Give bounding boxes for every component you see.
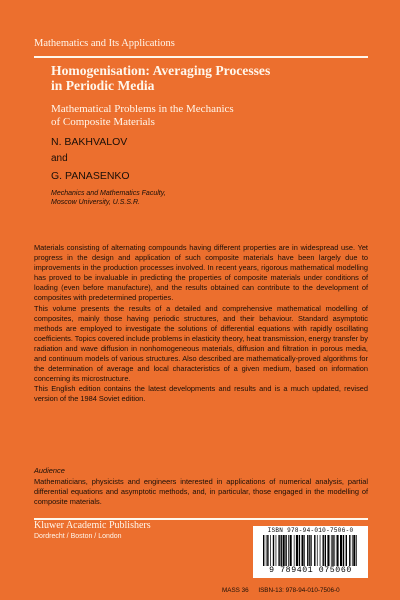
footer-line (222, 587, 340, 594)
audience-text: Mathematicians, physicists and engineers interested in applications of numerical analysis, partial differential equations and asymptotic methods, and, in particular, those engaged in the modelling of composite materials. (34, 477, 368, 507)
barcode-bar (278, 535, 279, 566)
subtitle-line: of Composite Materials (51, 115, 155, 128)
barcode-bar (332, 535, 333, 566)
top-rule (34, 56, 368, 58)
series-volume: MASS 36 (222, 587, 249, 594)
barcode-bar (267, 535, 268, 566)
barcode-bar (302, 535, 304, 566)
series-name: Mathematics and Its Applications (34, 38, 175, 49)
blurb-paragraph: This English edition contains the latest developments and results and is a much updated, revised version of the 1984 Soviet edition. (34, 384, 368, 404)
author-first: N. BAKHVALOV (51, 136, 128, 148)
audience-heading: Audience (34, 466, 65, 475)
barcode-bar (320, 535, 321, 566)
book-subtitle (51, 103, 351, 128)
barcode-bar (323, 535, 324, 566)
barcode-bar (349, 535, 350, 566)
author-conjunction: and (51, 153, 68, 164)
blurb-paragraph: This volume presents the results of a detailed and comprehensive mathematical modelling of composites, mainly those having periodic structures, and their behaviour. Standard asymptotic methods are employed to investigate the solutions of differential equations with rapidly oscillating coefficients. Topics covered include problems in elasticity theory, heat transmission, energy transfer by radiation and wave diffusion in nonhomogeneous materials, diffusion and filtration in porous media, and continuum models of various structures. Also described are mathematically-proved algorithms for the determination of average and local characteristics of a given medium, based on information concerning its microstructure. (34, 303, 368, 384)
barcode-bar (327, 535, 329, 566)
title-line: Homogenisation: Averaging Processes (51, 63, 271, 78)
barcode-bar (314, 535, 315, 566)
barcode-bar (317, 535, 318, 566)
barcode-bar (263, 535, 264, 566)
barcode-bar (281, 535, 282, 566)
barcode-bar (299, 535, 300, 566)
barcode-bar (283, 535, 285, 566)
barcode-bar (276, 535, 277, 566)
barcode-bar (296, 535, 298, 566)
blurb-paragraph: Materials consisting of alternating compounds having different properties are in widespread use. Yet progress in the design and application of such composite materials have been largely due to improvements in the production processes involved. In recent years, rigorous mathematical modelling has proved to be invaluable in predicting the properties of composite materials under conditions of loading (even before manufacture), and the results obtained can contribute to the development of composites with predetermined properties. (34, 243, 368, 303)
isbn13: ISBN-13: 978-94-010-7506-0 (258, 587, 340, 594)
title-line: in Periodic Media (51, 78, 155, 93)
barcode-bar (311, 535, 312, 566)
barcode-bar (334, 535, 335, 566)
barcode-bar (285, 535, 286, 566)
affiliation-line: Mechanics and Mathematics Faculty, (51, 190, 166, 197)
author-second: G. PANASENKO (51, 170, 130, 182)
barcode-bar (337, 535, 339, 566)
barcode-bar (331, 535, 332, 566)
affiliation-line: Moscow University, U.S.S.R. (51, 199, 140, 206)
barcode (253, 526, 368, 578)
barcode-bar (340, 535, 342, 566)
barcode-bar (346, 535, 347, 566)
barcode-bar (353, 535, 355, 566)
blurb (34, 243, 368, 405)
barcode-bar (273, 535, 274, 566)
barcode-bar (290, 535, 292, 566)
barcode-bar (325, 535, 326, 566)
barcode-bar (307, 535, 308, 566)
barcode-number: 9 789401 075060 (269, 566, 352, 575)
barcode-bar (352, 535, 353, 566)
publisher-cities: Dordrecht / Boston / London (34, 533, 122, 540)
barcode-bar (309, 535, 310, 566)
publisher-name: Kluwer Academic Publishers (34, 520, 151, 531)
barcode-bar (343, 535, 344, 566)
barcode-bar (356, 535, 357, 566)
barcode-bar (266, 535, 267, 566)
barcode-bar (270, 535, 271, 566)
subtitle-line: Mathematical Problems in the Mechanics (51, 103, 234, 115)
author-affiliation (51, 189, 251, 207)
barcode-bar (288, 535, 289, 566)
barcode-bar (304, 535, 305, 566)
barcode-bars (263, 535, 358, 566)
book-title (51, 63, 351, 93)
barcode-isbn: ISBN 978-94-010-7506-0 (267, 527, 354, 534)
barcode-bar (294, 535, 295, 566)
